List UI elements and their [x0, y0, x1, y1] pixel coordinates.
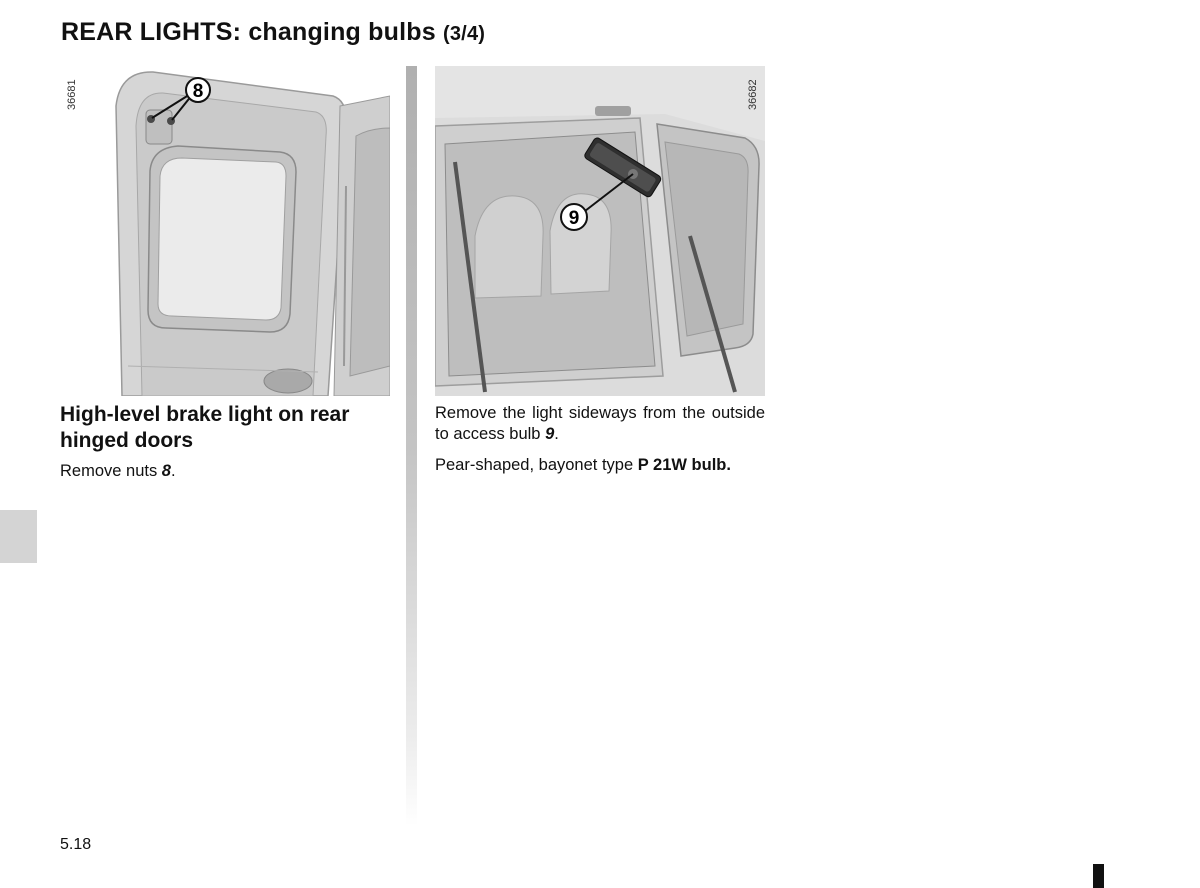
rear-window-drawing: [435, 66, 765, 396]
rear-door-drawing: [108, 66, 390, 396]
section-tab: [0, 510, 37, 563]
bulb-type-spec: P 21W bulb.: [637, 456, 731, 474]
column-divider: [406, 66, 417, 826]
rear-window-illustration: [435, 66, 765, 396]
rear-door-illustration: [108, 66, 390, 396]
instruction-text: Remove nuts: [60, 462, 162, 480]
reference-nut-8: 8: [161, 462, 171, 480]
section-heading-brake-light: High-level brake light on rear hinged doors: [60, 403, 350, 452]
reference-bulb-9: 9: [545, 425, 555, 443]
page-edge-mark: [1093, 864, 1104, 888]
figure-reference-number-right: 36682: [747, 79, 759, 110]
title-main: REAR LIGHTS: changing bulbs: [61, 18, 436, 46]
callout-bulb-9: 9: [568, 208, 580, 229]
title-subtitle: (3/4): [443, 23, 486, 45]
bulb-type-description: [435, 455, 765, 476]
page-number: 5.18: [60, 836, 92, 853]
bulb-type-text: Pear-shaped, bayonet type: [435, 456, 638, 474]
instruction-remove-nuts: [60, 461, 380, 482]
figure-reference-number-left: 36681: [66, 79, 78, 110]
instruction-end: .: [170, 462, 176, 480]
instruction-end: .: [554, 425, 559, 443]
instruction-text: Remove the light sideways from the outside to access bulb: [435, 404, 765, 443]
instruction-remove-light: [435, 403, 765, 445]
page-title: [61, 18, 485, 47]
callout-nut-8: 8: [192, 81, 204, 102]
